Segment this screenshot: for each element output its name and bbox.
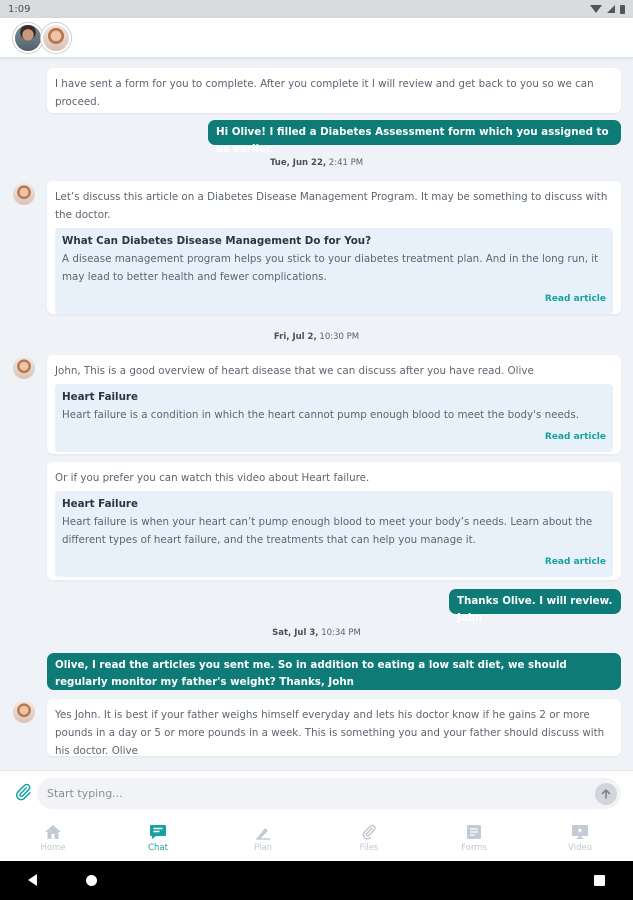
- message-text: Let’s discuss this article on a Diabetes Disease Management Program. It may be something to discuss with the doctor.: [55, 191, 608, 221]
- date-divider: [0, 158, 633, 168]
- sender-avatar: [13, 183, 35, 205]
- date-label: Fri, Jul 2,: [273, 332, 317, 342]
- participant-avatar-woman[interactable]: [41, 23, 71, 53]
- tab-label: Chat: [148, 843, 168, 853]
- message-text: John, This is a good overview of heart disease that we can discuss after you have read. Olive: [55, 365, 534, 377]
- paperclip-icon: [360, 824, 378, 840]
- status-bar: [0, 0, 633, 18]
- article-description: Heart failure is a condition in which the heart cannot pump enough blood to meet the body's needs.: [62, 409, 579, 421]
- read-article-link[interactable]: Read article: [544, 294, 606, 304]
- tab-plan[interactable]: [233, 824, 293, 853]
- battery-icon: [620, 5, 625, 14]
- tab-chat[interactable]: [128, 824, 188, 853]
- message-text: Or if you prefer you can watch this video about Heart failure.: [55, 472, 370, 484]
- sender-avatar: [13, 701, 35, 723]
- article-title: What Can Diabetes Disease Management Do for You?: [62, 235, 372, 247]
- received-message: [47, 68, 621, 113]
- send-button[interactable]: [595, 783, 617, 805]
- received-message: [47, 462, 621, 580]
- attachment-icon[interactable]: [14, 783, 32, 801]
- home-button-icon[interactable]: [86, 875, 97, 886]
- message-input[interactable]: Start typing...: [37, 778, 621, 809]
- status-icons: [590, 5, 625, 14]
- time-label: 10:34 PM: [321, 628, 361, 638]
- home-icon: [44, 824, 62, 840]
- received-message: [47, 355, 621, 454]
- tab-label: Video: [568, 843, 592, 853]
- sent-message: [208, 120, 621, 155]
- article-title: Heart Failure: [62, 498, 138, 510]
- message-text: I have sent a form for you to complete. After you complete it I will review and get back to you so we can proceed.: [55, 78, 594, 108]
- date-label: Tue, Jun 22,: [269, 158, 327, 168]
- tab-label: Forms: [461, 843, 487, 853]
- tab-files[interactable]: [339, 824, 399, 853]
- article-description: A disease management program helps you stick to your diabetes treatment plan. And in the long run, it may lead to better health and fewer complications.: [62, 253, 599, 283]
- recent-apps-icon[interactable]: [594, 875, 605, 886]
- chat-header: [0, 18, 633, 58]
- bottom-tab-bar: [0, 814, 633, 861]
- read-article-link[interactable]: Read article: [544, 432, 606, 442]
- received-message: [47, 181, 621, 314]
- message-text: Yes John. It is best if your father weighs himself everyday and lets his doctor know if he gains 2 or more pounds in a day or 5 or more pounds in a week. This is something you and your father should discuss with his doctor. Olive: [55, 709, 605, 757]
- chat-icon: [149, 824, 167, 840]
- sent-message: [449, 589, 621, 624]
- participant-avatar-man[interactable]: [13, 23, 43, 53]
- message-text: Hi Olive! I filled a Diabetes Assessment form which you assigned to us earlier.: [216, 126, 609, 155]
- tab-label: Plan: [253, 843, 273, 853]
- received-message: [47, 699, 621, 756]
- message-composer: [0, 770, 633, 814]
- article-card[interactable]: [55, 228, 613, 314]
- time-label: 2:41 PM: [328, 158, 364, 168]
- time-label: 10:30 PM: [319, 332, 360, 342]
- sender-avatar: [13, 357, 35, 379]
- back-icon[interactable]: [28, 874, 37, 886]
- status-time: 1:09: [8, 3, 31, 15]
- system-nav-bar: [0, 861, 633, 900]
- sent-message: [47, 653, 621, 690]
- article-card[interactable]: [55, 491, 613, 577]
- article-description: Heart failure is when your heart can’t pump enough blood to meet your body’s needs. Learn about the different types of heart failure, and the treatments that can help you manage it.: [62, 516, 593, 546]
- date-label: Sat, Jul 3,: [272, 628, 319, 638]
- message-text: Olive, I read the articles you sent me. So in addition to eating a low salt diet, we should regularly monitor my father's weight? Thanks, John: [55, 659, 567, 688]
- article-card[interactable]: [55, 384, 613, 452]
- chat-thread[interactable]: [0, 59, 633, 770]
- plan-icon: [254, 824, 272, 840]
- wifi-icon: [590, 5, 602, 13]
- tab-home[interactable]: [23, 824, 83, 853]
- date-divider: [0, 332, 633, 342]
- video-icon: [571, 824, 589, 840]
- article-title: Heart Failure: [62, 391, 138, 403]
- forms-icon: [465, 824, 483, 840]
- signal-icon: [607, 5, 615, 13]
- tab-forms[interactable]: [444, 824, 504, 853]
- tab-video[interactable]: [550, 824, 610, 853]
- read-article-link[interactable]: Read article: [544, 557, 606, 567]
- message-text: Thanks Olive. I will review. John: [457, 595, 613, 624]
- tab-label: Files: [359, 843, 379, 853]
- date-divider: [0, 628, 633, 638]
- tab-label: Home: [40, 843, 66, 853]
- arrow-up-icon: [600, 788, 612, 800]
